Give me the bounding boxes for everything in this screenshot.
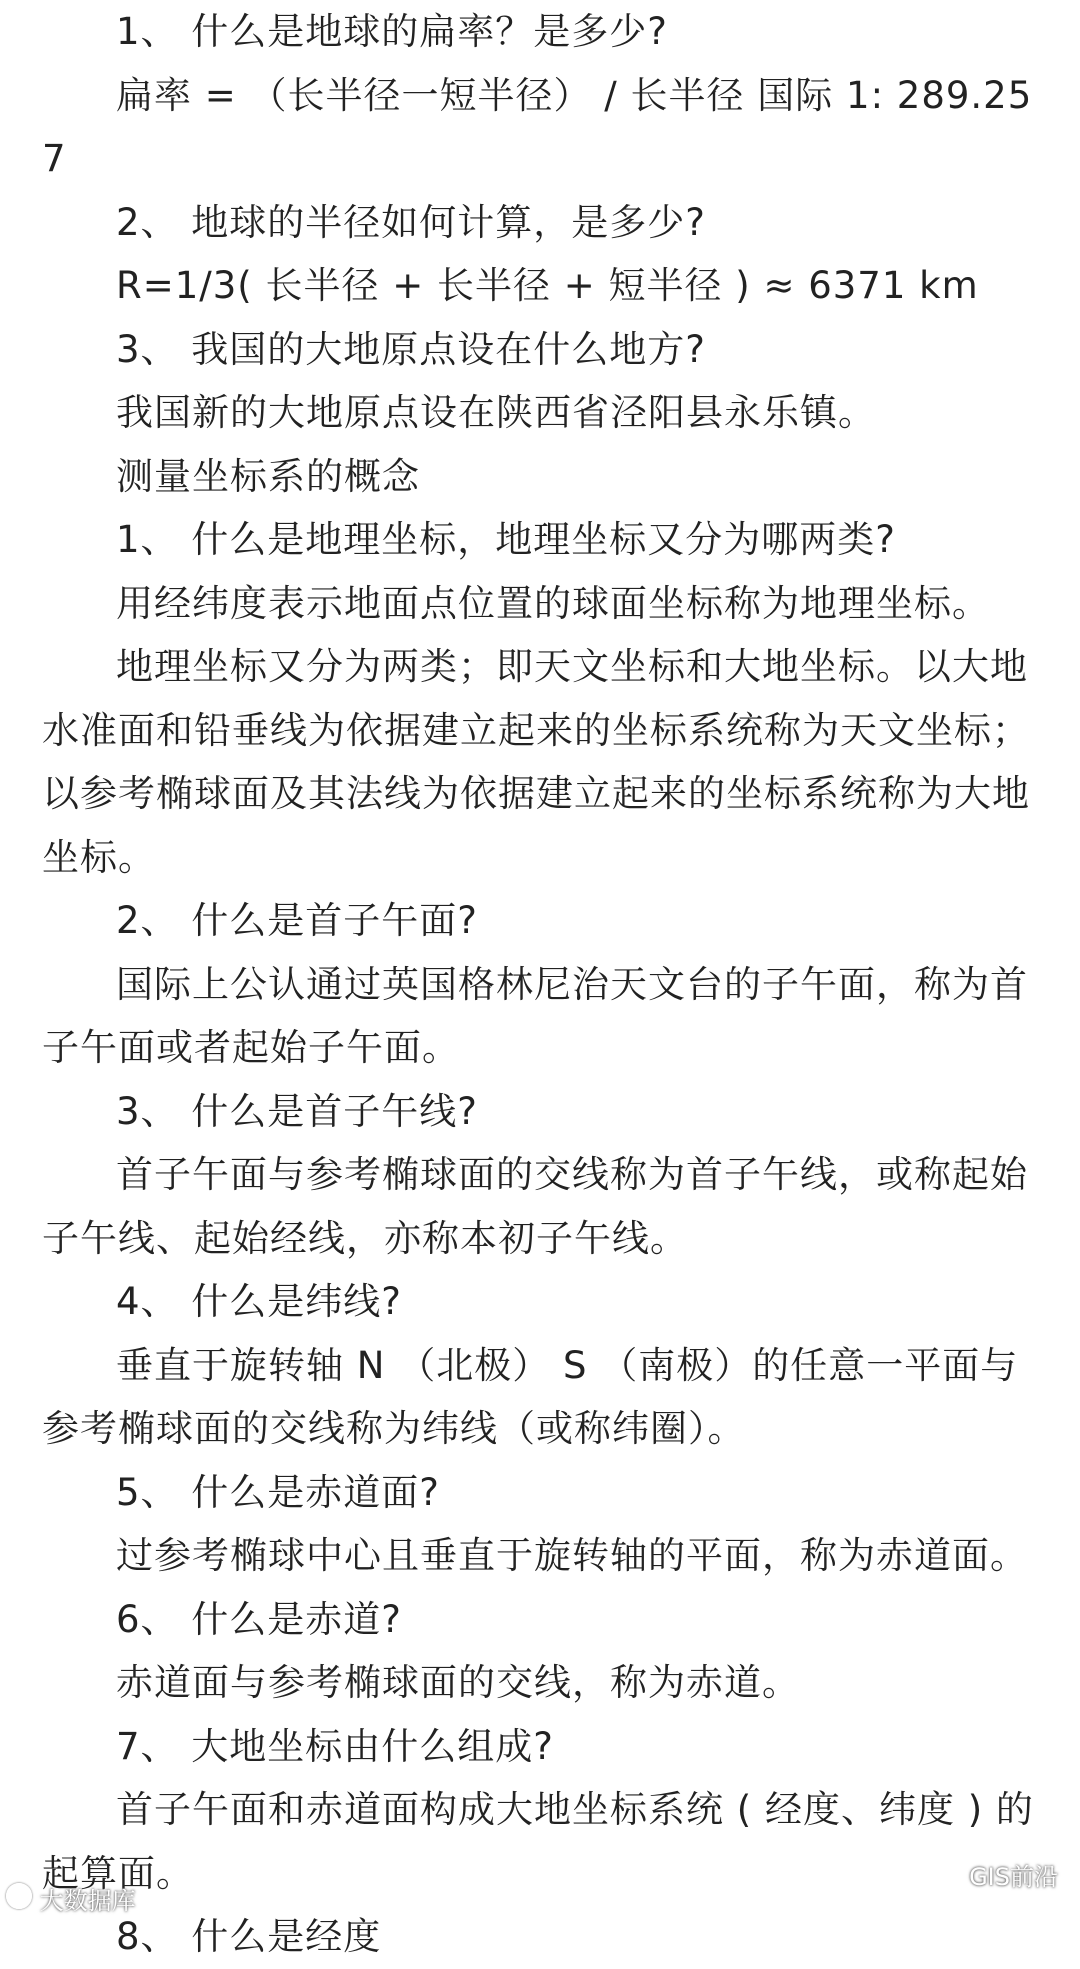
question-line: 8、 什么是经度 [116, 1915, 382, 1958]
question-line: 6、 什么是赤道? [116, 1597, 402, 1641]
question-line: 3、 什么是首子午线? [116, 1089, 478, 1133]
answer-line: R=1/3( 长半径 + 长半径 + 短半径 ) ≈ 6371 km [116, 264, 979, 307]
answer-line: 过参考椭球中心且垂直于旋转轴的平面，称为赤道面。 [116, 1534, 1028, 1577]
question-line: 4、 什么是纬线? [116, 1280, 402, 1323]
answer-line: 扁率 = （长半径一短半径） / 长半径 国际 1: 289.257 [42, 73, 1033, 180]
answer-line: 我国新的大地原点设在陕西省泾阳县永乐镇。 [116, 391, 876, 434]
watermark-left [6, 1881, 136, 1916]
question-line: 1、 什么是地球的扁率？是多少? [116, 10, 668, 53]
question-line: 3、 我国的大地原点设在什么地方? [116, 327, 706, 371]
answer-paragraph: 首子午面和赤道面构成大地坐标系统 ( 经度、纬度 ) 的起算面。 [42, 1788, 1034, 1895]
watermark-right-text: GIS前沿 [969, 1863, 1058, 1891]
question-line: 1、 什么是地理坐标，地理坐标又分为哪两类? [116, 518, 896, 561]
answer-paragraph: 地理坐标又分为两类；即天文坐标和大地坐标。以大地水准面和铅垂线为依据建立起来的坐标系统称为天文坐标；以参考椭球面及其法线为依据建立起来的坐标系统称为大地坐标。 [42, 645, 1030, 879]
watermark-right [927, 1857, 1058, 1892]
watermark-left-text: 大数据库 [39, 1887, 136, 1915]
answer-paragraph: 首子午面与参考椭球面的交线称为首子午线，或称起始子午线、起始经线，亦称本初子午线。 [42, 1153, 1028, 1260]
question-line: 2、 地球的半径如何计算，是多少? [116, 200, 706, 244]
answer-paragraph: 垂直于旋转轴 N （北极） S （南极）的任意一平面与参考椭球面的交线称为纬线（或称纬圈）。 [42, 1343, 1019, 1450]
question-line: 7、 大地坐标由什么组成? [116, 1724, 554, 1768]
question-line: 2、 什么是首子午面? [116, 899, 478, 942]
brand-logo-icon [6, 1883, 32, 1909]
question-line: 5、 什么是赤道面? [116, 1470, 440, 1514]
answer-paragraph: 国际上公认通过英国格林尼治天文台的子午面，称为首子午面或者起始子午面。 [42, 962, 1028, 1069]
wechat-icon [927, 1861, 963, 1889]
section-heading: 测量坐标系的概念 [116, 454, 420, 498]
answer-line: 赤道面与参考椭球面的交线，称为赤道。 [116, 1661, 800, 1704]
answer-line: 用经纬度表示地面点位置的球面坐标称为地理坐标。 [116, 581, 990, 625]
document-body [39, 0, 1052, 1969]
